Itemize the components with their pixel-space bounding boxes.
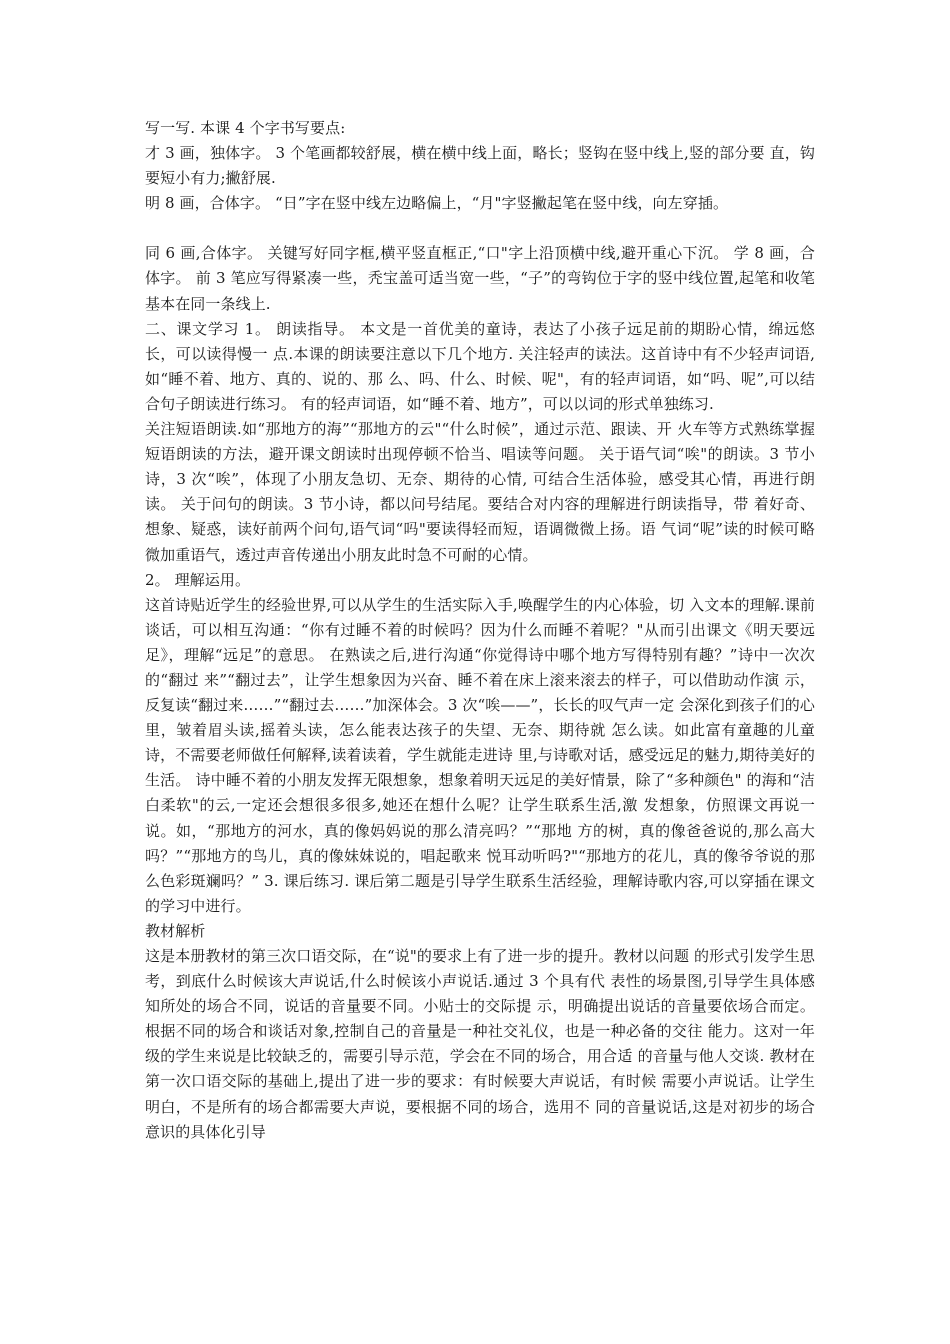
understanding-heading: 2。 理解运用。: [145, 570, 251, 589]
understanding-paragraph: 这首诗贴近学生的经验世界,可以从学生的生活实际入手,唤醒学生的内心体验，切 入文本的理解.课前谈话，可以相互沟通：“你有过睡不着的时候吗？因为什么而睡不着呢？"从而引出课文《明天要远足》，理解“远足”的意思。 在熟读之后,进行沟通“你觉得诗中哪个地方写得特别有趣？”诗中一次次的“翻过 来”“翻过去”，让学生想象因为兴奋、睡不着在床上滚来滚去的样子，可以借助动作演 示，反复读“翻过来……”“翻过去……”加深体会。3 次“唉——”，长长的叹气声一定 会深化到孩子们的心里，皱着眉头读,摇着头读，怎么能表达孩子的失望、无奈、期待就 怎么读。如此富有童趣的儿童诗，不需要老师做任何解释,读着读着，学生就能走进诗 里,与诗歌对话，感受远足的魅力,期待美好的生活。 诗中睡不着的小朋友发挥无限想象，想象着明天远足的美好情景，除了“多种颜色" 的海和“洁白柔软"的云,一定还会想很多很多,她还在想什么呢？让学生联系生活,激 发想象，仿照课文再说一说。如，“那地方的河水，真的像妈妈说的那么清亮吗？”“那地 方的树，真的像爸爸说的,那么高大吗？”“那地方的鸟儿，真的像妹妹说的，唱起歌来 悦耳动听吗?"“那地方的花儿，真的像爷爷说的那么色彩斑斓吗？” 3. 课后练习. 课后第二题是引导学生联系生活经验，理解诗歌内容,可以穿插在课文的学习中进行。: [145, 595, 815, 915]
character-ming-note: 明 8 画，合体字。 “日”字在竖中线左边略偏上，“月"字竖撇起笔在竖中线，向左穿插。: [145, 194, 729, 213]
textbook-analysis-heading: 教材解析: [145, 921, 206, 940]
reading-guidance-paragraph: 二、课文学习 1。 朗读指导。 本文是一首优美的童诗，表达了小孩子远足前的期盼心情，绵远悠长，可以读得慢一 点.本课的朗读要注意以下几个地方. 关注轻声的读法。这首诗中有不少轻声词语,如“睡不着、地方、真的、说的、那 么、吗、什么、时候、呢"，有的轻声词语，如“吗、呢”,可以结合句子朗读进行练习。 有的轻声词语，如“睡不着、地方”，可以以词的形式单独练习.: [145, 319, 815, 413]
character-cai-note: 才 3 画，独体字。 3 个笔画都较舒展，横在横中线上面，略长；竖钩在竖中线上,竖的部分要 直，钩要短小有力;撇舒展.: [145, 144, 815, 188]
paragraph-spacer: [145, 216, 815, 241]
character-tong-xue-note: 同 6 画,合体字。 关键写好同字框,横平竖直框正,“口"字上沿顶横中线,避开重心下沉。 学 8 画，合体字。 前 3 笔应写得紧凑一些，秃宝盖可适当宽一些，“子”的弯钩位于字的竖中线位置,起笔和收笔基本在同一条线上.: [145, 244, 815, 313]
textbook-analysis-paragraph: 这是本册教材的第三次口语交际，在“说"的要求上有了进一步的提升。教材以问题 的形式引发学生思考，到底什么时候该大声说话,什么时候该小声说话.通过 3 个具有代 表性的场景图,引导学生具体感知所处的场合不同，说话的音量要不同。小贴士的交际提 示，明确提出说话的音量要依场合而定。 根据不同的场合和谈话对象,控制自己的音量是一种社交礼仪，也是一种必备的交往 能力。这对一年级的学生来说是比较缺乏的，需要引导示范，学会在不同的场合，用合适 的音量与他人交谈. 教材在第一次口语交际的基础上,提出了进一步的要求：有时候要大声说话，有时候 需要小声说话。让学生明白，不是所有的场合都需要大声说，要根据不同的场合，选用不 同的音量说话,这是对初步的场合意识的具体化引导: [145, 947, 815, 1141]
phrase-reading-paragraph: 关注短语朗读.如“那地方的海”“那地方的云"“什么时候”，通过示范、跟读、开 火车等方式熟练掌握短语朗读的方法，避开课文朗读时出现停顿不恰当、唱读等问题。 关于语气词“唉"的朗读。3 节小诗，3 次“唉”，体现了小朋友急切、无奈、期待的心情, 可结合生活体验，感受其心情，再进行朗读。 关于问句的朗读。3 节小诗，都以问号结尾。要结合对内容的理解进行朗读指导，带 着好奇、想象、疑惑，读好前两个问句,语气词“吗"要读得轻而短，语调微微上扬。语 气词“呢”读的时候可略微加重语气，透过声音传递出小朋友此时急不可耐的心情。: [145, 420, 815, 564]
document-body: [145, 116, 815, 1145]
writing-points-heading: 写一写. 本课 4 个字书写要点:: [145, 119, 346, 137]
